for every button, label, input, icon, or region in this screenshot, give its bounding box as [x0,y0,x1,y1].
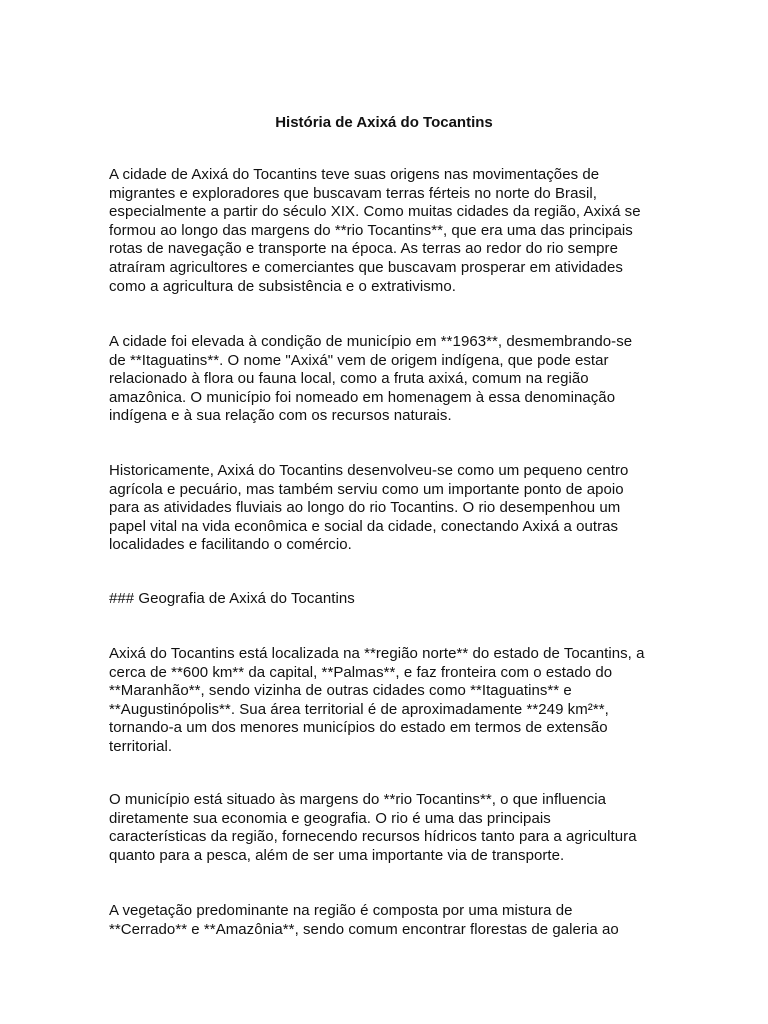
text-line: localidades e facilitando o comércio. [109,536,352,554]
paragraph-vegetation [109,902,664,939]
text-line: relacionado à flora ou fauna local, como a fruta axixá, comum na região [109,370,589,388]
text-line: territorial. [109,737,173,755]
text-line: O município está situado às margens do **rio Tocantins**, o que influencia [109,791,607,808]
text-line: Axixá do Tocantins está localizada na **região norte** do estado de Tocantins, a [109,645,645,662]
text-line: amazônica. O município foi nomeado em homenagem à essa denominação [109,388,616,406]
text-line: como a agricultura de subsistência e o extrativismo. [109,277,456,295]
text-line: agrícola e pecuário, mas também serviu como um importante ponto de apoio [109,480,624,498]
text-line: formou ao longo das margens do **rio Tocantins**, que era uma das principais [109,221,633,239]
paragraph-origins [109,166,664,296]
text-line: Historicamente, Axixá do Tocantins desenvolveu-se como um pequeno centro [109,462,629,479]
text-line: A cidade foi elevada à condição de município em **1963**, desmembrando-se [109,333,633,350]
section-heading-geography [109,590,664,609]
text-line: **Augustinópolis**. Sua área territorial é de aproximadamente **249 km²**, [109,700,609,718]
text-line: **Cerrado** e **Amazônia**, sendo comum encontrar florestas de galeria ao [109,920,619,938]
text-line: de **Itaguatins**. O nome "Axixá" vem de origem indígena, que pode estar [109,351,609,369]
text-line: cerca de **600 km** da capital, **Palmas**, e faz fronteira com o estado do [109,663,613,681]
text-line: **Maranhão**, sendo vizinha de outras cidades como **Itaguatins** e [109,682,572,700]
paragraph-river [109,791,664,865]
text-line: características da região, fornecendo recursos hídricos tanto para a agricultura [109,828,637,846]
text-line: A cidade de Axixá do Tocantins teve suas origens nas movimentações de [109,166,600,183]
text-line: indígena e à sua relação com os recursos naturais. [109,407,452,425]
paragraph-municipality [109,333,664,426]
text-line: rotas de navegação e transporte na época. As terras ao redor do rio sempre [109,240,618,258]
text-line: papel vital na vida econômica e social da cidade, conectando Axixá a outras [109,517,619,535]
text-line: especialmente a partir do século XIX. Como muitas cidades da região, Axixá se [109,203,641,221]
text-line: para as atividades fluviais ao longo do rio Tocantins. O rio desempenhou um [109,499,621,517]
text-line: A vegetação predominante na região é composta por uma mistura de [109,902,573,919]
paragraph-history [109,462,664,555]
document-title: História de Axixá do Tocantins [275,114,493,131]
paragraph-location [109,645,664,757]
text-line: tornando-a um dos menores municípios do estado em termos de extensão [109,719,608,737]
text-line: diretamente sua economia e geografia. O rio é uma das principais [109,809,551,827]
text-line: ### Geografia de Axixá do Tocantins [109,590,355,607]
text-line: atraíram agricultores e comerciantes que buscavam prosperar em atividades [109,258,623,276]
text-line: migrantes e exploradores que buscavam terras férteis no norte do Brasil, [109,184,598,202]
text-line: quanto para a pesca, além de ser uma importante via de transporte. [109,846,565,864]
